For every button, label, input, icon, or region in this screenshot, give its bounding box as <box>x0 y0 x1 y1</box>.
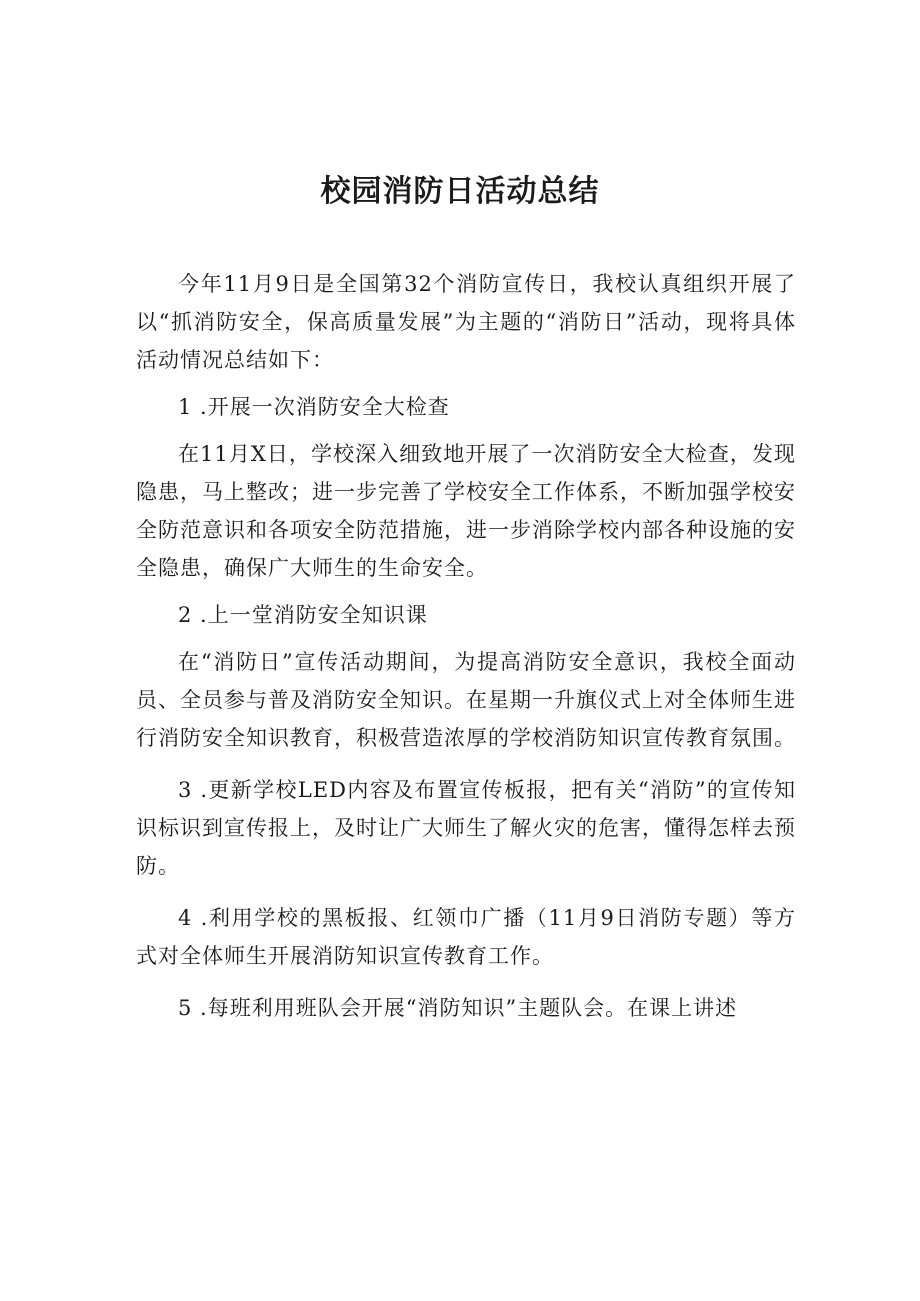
section-heading-1: 1 .开展一次消防安全大检查 <box>178 395 450 419</box>
document-body <box>136 265 796 1036</box>
section-item-3: 3 .更新学校LED内容及布置宣传板报，把有关“消防”的宣传知识标识到宣传报上，及时让广大师生了解火灾的危害，懂得怎样去预防。 <box>136 778 796 878</box>
section-body-1: 在11月X日，学校深入细致地开展了一次消防安全大检查，发现隐患，马上整改；进一步完善了学校安全工作体系，不断加强学校安全防范意识和各项安全防范措施，进一步消除学校内部各种设施的安全隐患，确保广大师生的生命安全。 <box>136 442 796 580</box>
section-item-4: 4 .利用学校的黑板报、红领巾广播（11月9日消防专题）等方式对全体师生开展消防知识宣传教育工作。 <box>136 906 796 968</box>
section-body-2: 在“消防日”宣传活动期间，为提高消防安全意识，我校全面动员、全员参与普及消防安全知识。在星期一升旗仪式上对全体师生进行消防安全知识教育，积极营造浓厚的学校消防知识宣传教育氛围。 <box>136 650 796 750</box>
section-heading-2: 2 .上一堂消防安全知识课 <box>178 603 428 627</box>
section-item-5: 5 .每班利用班队会开展“消防知识”主题队会。在课上讲述 <box>178 996 738 1020</box>
document-title: 校园消防日活动总结 <box>320 174 600 209</box>
intro-paragraph: 今年11月9日是全国第32个消防宣传日，我校认真组织开展了以“抓消防安全，保高质量发展”为主题的“消防日”活动，现将具体活动情况总结如下： <box>136 272 796 372</box>
